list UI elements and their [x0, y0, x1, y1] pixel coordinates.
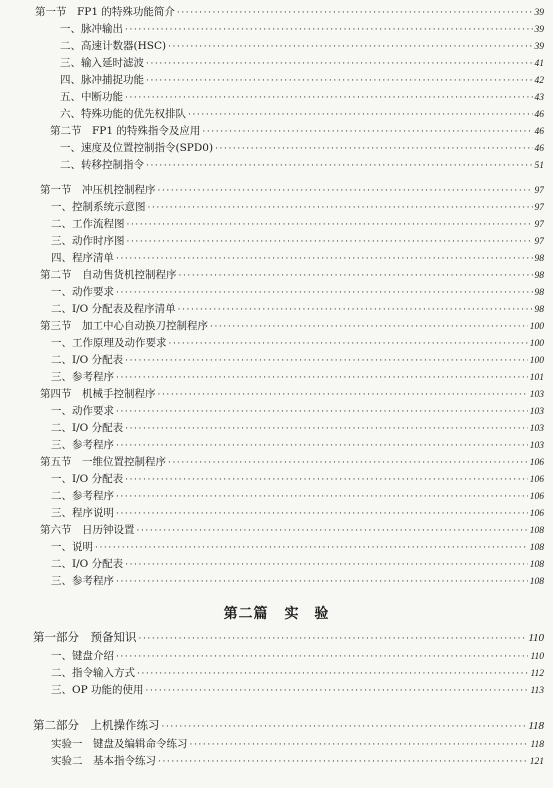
toc-row-label: 三、参考程序: [51, 575, 114, 587]
leader-dots: [177, 6, 533, 20]
leader-dots: [125, 473, 528, 487]
leader-dots: [169, 337, 528, 351]
toc-row: [40, 455, 544, 470]
toc-row-label: 三、动作时序图: [51, 235, 125, 247]
toc-row: [40, 387, 544, 402]
leader-dots: [116, 371, 528, 385]
toc-row: [40, 183, 544, 198]
toc-row-label: 二、I/O 分配表: [51, 422, 124, 434]
toc-row-page: 121: [529, 757, 544, 767]
toc-row-page: 51: [534, 161, 544, 171]
toc-row-label: 第五节 一维位置控制程序: [40, 456, 166, 468]
toc-row: [51, 754, 544, 769]
toc-row: [51, 666, 544, 681]
toc-row-label: 六、特殊功能的优先权排队: [60, 108, 186, 120]
toc-row-page: 39: [534, 8, 544, 18]
toc-row-page: 108: [529, 577, 544, 587]
toc-row-label: 一、速度及位置控制指令(SPD0): [60, 142, 214, 154]
leader-dots: [116, 507, 528, 521]
leader-dots: [127, 218, 533, 232]
toc-row: [51, 472, 544, 487]
leader-dots: [210, 320, 528, 334]
toc-row-label: 二、工作流程图: [51, 218, 125, 230]
toc-row: [60, 22, 544, 37]
toc-row: [51, 285, 544, 300]
toc-row: [60, 90, 544, 105]
toc-row-label: 第四节 机械手控制程序: [40, 388, 156, 400]
toc-row-label: 一、说明: [51, 541, 93, 553]
toc-row-label: 第一部分 预备知识: [33, 630, 137, 644]
toc-row-label: 二、指令输入方式: [51, 667, 135, 679]
toc-row-page: 97: [534, 203, 544, 213]
leader-dots: [158, 755, 528, 769]
leader-dots: [179, 269, 533, 283]
leader-dots: [116, 405, 528, 419]
toc-row-label: 第一节 FP1 的特殊功能简介: [35, 6, 175, 18]
leader-dots: [202, 125, 532, 139]
leader-dots: [95, 541, 528, 555]
toc-row-page: 97: [534, 220, 544, 230]
part-heading: [0, 603, 553, 623]
toc-row-page: 106: [529, 458, 544, 468]
toc-row-label: 三、输入延时滤波: [60, 57, 144, 69]
toc-row-page: 46: [534, 110, 544, 120]
toc-row-page: 43: [534, 93, 544, 103]
toc-row-page: 39: [534, 25, 544, 35]
toc-row: [51, 737, 544, 752]
toc-row-page: 113: [530, 686, 544, 696]
toc-row: [51, 489, 544, 504]
toc-row: [51, 506, 544, 521]
toc-row-label: 一、I/O 分配表: [51, 473, 124, 485]
toc-row-page: 110: [528, 632, 544, 644]
toc-row-page: 110: [530, 652, 544, 662]
toc-row: [51, 251, 544, 266]
toc-row-page: 98: [534, 305, 544, 315]
toc-row: [51, 200, 544, 215]
leader-dots: [116, 439, 528, 453]
toc-row: [60, 73, 544, 88]
part-heading-number: 第二篇: [223, 606, 269, 622]
toc-row-page: 103: [529, 407, 544, 417]
toc-row: [35, 5, 544, 20]
toc-row-label: 三、程序说明: [51, 507, 114, 519]
toc-row-page: 42: [534, 76, 544, 86]
toc-row-label: 五、中断功能: [60, 91, 123, 103]
toc-row-page: 103: [529, 424, 544, 434]
toc-row-page: 101: [529, 373, 544, 383]
leader-dots: [146, 684, 529, 698]
toc-row-label: 四、脉冲捕捉功能: [60, 74, 144, 86]
toc-row-page: 106: [529, 492, 544, 502]
toc-row-label: 三、参考程序: [51, 371, 114, 383]
toc-row: [51, 336, 544, 351]
toc-row-page: 100: [529, 339, 544, 349]
toc-row: [60, 158, 544, 173]
leader-dots: [215, 142, 532, 156]
toc-row-label: 第一节 冲压机控制程序: [40, 184, 156, 196]
toc-row: [50, 124, 544, 139]
toc-row-page: 100: [529, 356, 544, 366]
part-heading-title: 实 验: [284, 606, 330, 622]
leader-dots: [139, 632, 527, 645]
leader-dots: [125, 558, 528, 572]
toc-row: [51, 217, 544, 232]
leader-dots: [125, 354, 528, 368]
leader-dots: [125, 91, 533, 105]
toc-row-page: 108: [529, 560, 544, 570]
toc-row: [60, 141, 544, 156]
toc-row-page: 106: [529, 509, 544, 519]
toc-row-page: 98: [534, 271, 544, 281]
toc-row: [60, 107, 544, 122]
leader-dots: [116, 286, 533, 300]
toc-row-label: 一、动作要求: [51, 286, 114, 298]
toc-row: [40, 523, 544, 538]
toc-row-page: 100: [529, 322, 544, 332]
toc-row-label: 第二节 FP1 的特殊指令及应用: [50, 125, 201, 137]
toc-row-page: 106: [529, 475, 544, 485]
toc-row-page: 39: [534, 42, 544, 52]
toc-row-page: 46: [534, 127, 544, 137]
leader-dots: [116, 575, 528, 589]
toc-row-label: 第三节 加工中心自动换刀控制程序: [40, 320, 208, 332]
toc-row: [60, 56, 544, 71]
toc-row-label: 实验二 基本指令练习: [51, 755, 156, 767]
toc-row-label: 一、工作原理及动作要求: [51, 337, 167, 349]
toc-row-page: 41: [534, 59, 544, 69]
leader-dots: [125, 23, 533, 37]
leader-dots: [146, 57, 533, 71]
toc-row: [51, 540, 544, 555]
leader-dots: [190, 738, 529, 752]
toc-row-label: 二、I/O 分配表: [51, 558, 124, 570]
toc-row: [40, 268, 544, 283]
toc-row-page: 108: [529, 543, 544, 553]
toc-row: [51, 438, 544, 453]
toc-row-label: 三、参考程序: [51, 439, 114, 451]
toc-row-page: 103: [529, 441, 544, 451]
leader-dots: [146, 159, 533, 173]
leader-dots: [162, 720, 527, 733]
toc-row-label: 三、OP 功能的使用: [51, 684, 144, 696]
toc-row-page: 118: [528, 720, 544, 732]
toc-row-label: 实验一 键盘及编辑命令练习: [51, 738, 188, 750]
toc-row-label: 第六节 日历钟设置: [40, 524, 135, 536]
leader-dots: [158, 388, 528, 402]
toc-row-label: 二、高速计数器(HSC): [60, 40, 167, 52]
leader-dots: [148, 201, 533, 215]
leader-dots: [116, 490, 528, 504]
toc-row: [51, 574, 544, 589]
toc-row: [33, 630, 544, 645]
toc-row-label: 二、I/O 分配表及程序清单: [51, 303, 176, 315]
leader-dots: [168, 40, 532, 54]
toc-row: [40, 319, 544, 334]
toc-row: [51, 683, 544, 698]
toc-row-label: 二、I/O 分配表: [51, 354, 124, 366]
leader-dots: [137, 524, 528, 538]
toc-row: [51, 234, 544, 249]
toc-row-label: 一、键盘介绍: [51, 650, 114, 662]
toc-row: [51, 421, 544, 436]
toc-row-label: 第二节 自动售货机控制程序: [40, 269, 177, 281]
toc-row-page: 118: [530, 740, 544, 750]
toc-row-label: 二、参考程序: [51, 490, 114, 502]
toc-row-label: 一、控制系统示意图: [51, 201, 146, 213]
toc-row-page: 112: [530, 669, 544, 679]
leader-dots: [178, 303, 533, 317]
leader-dots: [116, 252, 533, 266]
leader-dots: [125, 422, 528, 436]
toc-row-page: 108: [529, 526, 544, 536]
toc-row-label: 二、转移控制指令: [60, 159, 144, 171]
toc-row-page: 98: [534, 288, 544, 298]
leader-dots: [127, 235, 533, 249]
toc-row: [33, 718, 544, 733]
toc-row-page: 97: [534, 237, 544, 247]
leader-dots: [168, 456, 528, 470]
toc-row-label: 一、脉冲输出: [60, 23, 123, 35]
toc-row-page: 97: [534, 186, 544, 196]
toc-row: [51, 404, 544, 419]
toc-row: [51, 370, 544, 385]
toc-row-page: 98: [534, 254, 544, 264]
leader-dots: [116, 650, 528, 664]
toc-row-label: 一、动作要求: [51, 405, 114, 417]
toc-row-page: 103: [529, 390, 544, 400]
leader-dots: [158, 184, 533, 198]
toc-row-page: 46: [534, 144, 544, 154]
leader-dots: [137, 667, 528, 681]
toc-row: [51, 302, 544, 317]
toc-row: [51, 557, 544, 572]
leader-dots: [188, 108, 533, 122]
toc-row-label: 第二部分 上机操作练习: [33, 718, 160, 732]
toc-row: [60, 39, 544, 54]
toc-row: [51, 649, 544, 664]
toc-row: [51, 353, 544, 368]
leader-dots: [146, 74, 533, 88]
toc-row-label: 四、程序清单: [51, 252, 114, 264]
